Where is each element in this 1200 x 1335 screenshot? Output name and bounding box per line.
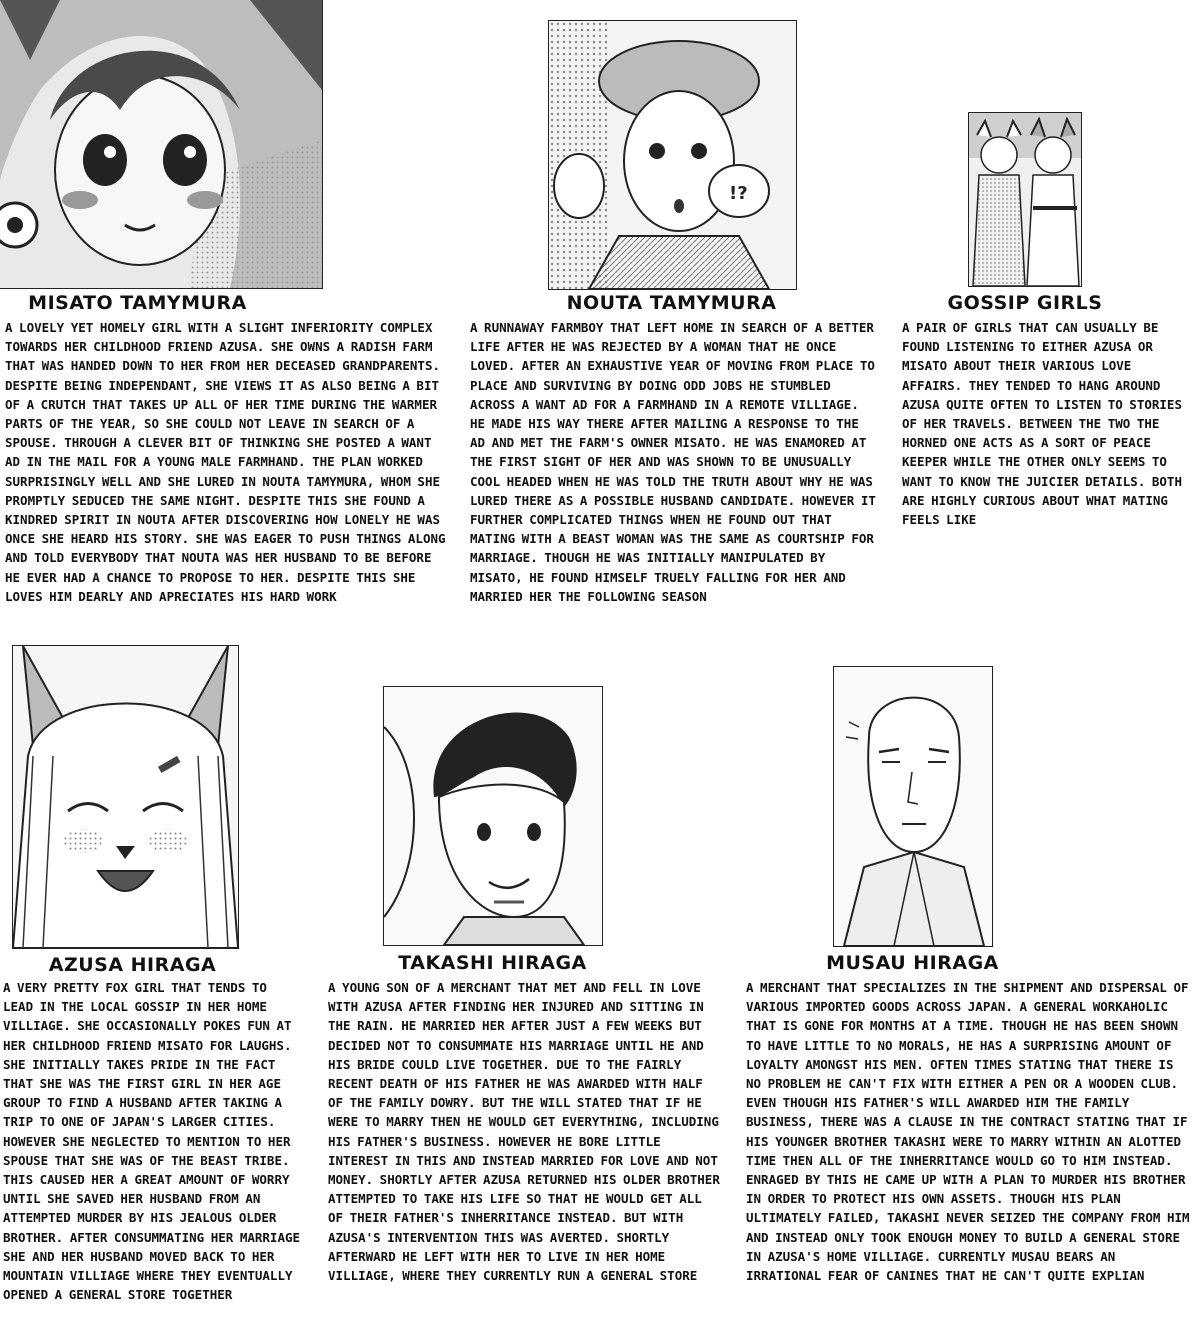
gossip-girls-illustration — [969, 113, 1081, 286]
nouta-illustration — [549, 21, 796, 289]
portrait-azusa — [12, 645, 239, 949]
misato-illustration — [0, 0, 322, 288]
bio-nouta: A RUNNAWAY FARMBOY THAT LEFT HOME IN SEARCH OF A BETTER LIFE AFTER HE WAS REJECTED BY A WOMAN THAT HE ONCE LOVED. AFTER AN EXHAUSTIVE YEAR OF MOVING FROM PLACE TO PLACE AND SURVIVING BY DOING ODD JOBS HE STUMBLED ACROSS A WANT AD FOR A FARMHAND IN A REMOTE VILLIAGE. HE MADE HIS WAY THERE AFTER MAILING A RESPONSE TO THE AD AND MET THE FARM'S OWNER MISATO. HE WAS ENAMORED AT THE FIRST SIGHT OF HER AND WAS SHOWN TO BE UNUSUALLY COOL HEADED WHEN HE WAS TOLD THE TRUTH ABOUT WHY HE WAS LURED THERE AS A POSSIBLE HUSBAND CANDIDATE. HOWEVER IT FURTHER COMPLICATED THINGS WHEN HE FOUND OUT THAT MATING WITH A BEAST WOMAN WAS THE SAME AS COURTSHIP FOR MARRIAGE. THOUGH HE WAS INITIALLY MANIPULATED BY MISATO, HE FOUND HIMSELF TRUELY FALLING FOR HER AND MARRIED HER THE FOLLOWING SEASON — [470, 320, 876, 604]
name-azusa: AZUSA HIRAGA — [48, 954, 217, 976]
takashi-illustration — [384, 687, 602, 945]
name-musau: MUSAU HIRAGA — [826, 952, 999, 974]
portrait-takashi — [383, 686, 603, 946]
portrait-musau — [833, 666, 993, 947]
speech-bubble-text: !? — [729, 183, 748, 204]
azusa-illustration — [13, 646, 238, 948]
name-nouta: NOUTA TAMYMURA — [566, 292, 777, 314]
bio-misato: A LOVELY YET HOMELY GIRL WITH A SLIGHT INFERIORITY COMPLEX TOWARDS HER CHILDHOOD FRIEND AZUSA. SHE OWNS A RADISH FARM THAT WAS HANDED DOWN TO HER FROM HER DECEASED GRANDPARENTS. DESPITE BEING INDEPENDANT, SHE VIEWS IT AS ALSO BEING A BIT OF A CRUTCH THAT TAKES UP ALL OF HER TIME DURING THE WARMER PARTS OF THE YEAR, SO SHE COULD NOT LEAVE IN SEARCH OF A SPOUSE. THROUGH A CLEVER BIT OF THINKING SHE POSTED A WANT AD IN THE MAIL FOR A YOUNG MALE FARMHAND. THE PLAN WORKED SURPRISINGLY WELL AND SHE LURED IN NOUTA TAMYMURA, WHOM SHE PROMPTLY SEDUCED THE SAME NIGHT. DESPITE THIS SHE FOUND A KINDRED SPIRIT IN NOUTA AFTER DISCOVERING HOW LONELY HE WAS ONCE SHE HEARD HIS STORY. SHE WAS EAGER TO PUSH THINGS ALONG AND TOLD EVERYBODY THAT NOUTA WAS HER HUSBAND TO BE BEFORE HE EVER HAD A CHANCE TO PROPOSE TO HER. DESPITE THIS SHE LOVES HIM DEARLY AND APRECIATES HIS HARD WORK — [5, 320, 446, 604]
bio-musau: A MERCHANT THAT SPECIALIZES IN THE SHIPMENT AND DISPERSAL OF VARIOUS IMPORTED GOODS ACROSS JAPAN. A GENERAL WORKAHOLIC THAT IS GONE FOR MONTHS AT A TIME. THOUGH HE HAS BEEN SHOWN TO HAVE LITTLE TO NO MORALS, HE HAS A SURPRISING AMOUNT OF LOYALTY AMONGST HIS MEN. OFTEN TIMES STATING THAT THERE IS NO PROBLEM HE CAN'T FIX WITH EITHER A PEN OR A WOODEN CLUB. EVEN THOUGH HIS FATHER'S WILL AWARDED HIM THE FAMILY BUSINESS, THERE WAS A CLAUSE IN THE CONTRACT STATING THAT IF HIS YOUNGER BROTHER TAKASHI WERE TO MARRY WITHIN AN ALOTTED TIME THEN ALL OF THE INHERRITANCE WOULD GO TO HIM INSTEAD. ENRAGED BY THIS HE CAME UP WITH A PLAN TO MURDER HIS BROTHER IN ORDER TO PROTECT HIS OWN ASSETS. THOUGH HIS PLAN ULTIMATELY FAILED, TAKASHI NEVER SEIZED THE COMPANY FROM HIM AND INSTEAD ONLY TOOK ENOUGH MONEY TO BUILD A GENERAL STORE IN AZUSA'S HOME VILLIAGE. CURRENTLY MUSAU BEARS AN IRRATIONAL FEAR OF CANINES THAT HE CAN'T QUITE EXPLIAN — [746, 980, 1190, 1284]
bio-gossip-girls: A PAIR OF GIRLS THAT CAN USUALLY BE FOUND LISTENING TO EITHER AZUSA OR MISATO ABOUT THEIR VARIOUS LOVE AFFAIRS. THEY TENDED TO HANG AROUND AZUSA QUITE OFTEN TO LISTEN TO STORIES OF HER TRAVELS. BETWEEN THE TWO THE HORNED ONE ACTS AS A SORT OF PEACE KEEPER WHILE THE OTHER ONLY SEEMS TO WANT TO KNOW THE JUICIER DETAILS. BOTH ARE HIGHLY CURIOUS ABOUT WHAT MATING FEELS LIKE — [902, 320, 1182, 528]
portrait-misato — [0, 0, 323, 289]
name-misato: MISATO TAMYMURA — [28, 292, 247, 314]
name-takashi: TAKASHI HIRAGA — [398, 952, 587, 974]
name-gossip-girls: GOSSIP GIRLS — [947, 292, 1103, 314]
portrait-nouta — [548, 20, 797, 290]
bio-azusa: A VERY PRETTY FOX GIRL THAT TENDS TO LEAD IN THE LOCAL GOSSIP IN HER HOME VILLIAGE. SHE OCCASIONALLY POKES FUN AT HER CHILDHOOD FRIEND MISATO FOR LAUGHS. SHE INITIALLY TAKES PRIDE IN THE FACT THAT SHE WAS THE FIRST GIRL IN HER AGE GROUP TO FIND A HUSBAND AFTER TAKING A TRIP TO ONE OF JAPAN'S LARGER CITIES. HOWEVER SHE NEGLECTED TO MENTION TO HER SPOUSE THAT SHE WAS OF THE BEAST TRIBE. THIS CAUSED HER A GREAT AMOUNT OF WORRY UNTIL SHE SAVED HER HUSBAND FROM AN ATTEMPTED MURDER BY HIS JEALOUS OLDER BROTHER. AFTER CONSUMMATING HER MARRIAGE SHE AND HER HUSBAND MOVED BACK TO HER MOUNTAIN VILLIAGE WHERE THEY EVENTUALLY OPENED A GENERAL STORE TOGETHER — [3, 980, 301, 1303]
musau-illustration — [834, 667, 992, 946]
bio-takashi: A YOUNG SON OF A MERCHANT THAT MET AND FELL IN LOVE WITH AZUSA AFTER FINDING HER INJURED AND SITTING IN THE RAIN. HE MARRIED HER AFTER JUST A FEW WEEKS BUT DECIDED NOT TO CONSUMMATE HIS MARRIAGE UNTIL HE AND HIS BRIDE COULD LIVE TOGETHER. DUE TO THE FAIRLY RECENT DEATH OF HIS FATHER HE WAS AWARDED WITH HALF OF THE FAMILY DOWRY. BUT THE WILL STATED THAT IF HE WERE TO MARRY THEN HE WOULD GET EVERYTHING, INCLUDING HIS FATHER'S BUSINESS. HOWEVER HE BORE LITTLE INTEREST IN THIS AND INSTEAD MARRIED FOR LOVE AND NOT MONEY. SHORTLY AFTER AZUSA RETURNED HIS OLDER BROTHER ATTEMPTED TO TAKE HIS LIFE SO THAT HE WOULD GET ALL OF THEIR FATHER'S INHERRITANCE INSTEAD. BUT WITH AZUSA'S INTERVENTION THIS WAS AVERTED. SHORTLY AFTERWARD HE LEFT WITH HER TO LIVE IN HER HOME VILLIAGE, WHERE THEY CURRENTLY RUN A GENERAL STORE — [328, 980, 720, 1284]
portrait-gossip-girls — [968, 112, 1082, 287]
